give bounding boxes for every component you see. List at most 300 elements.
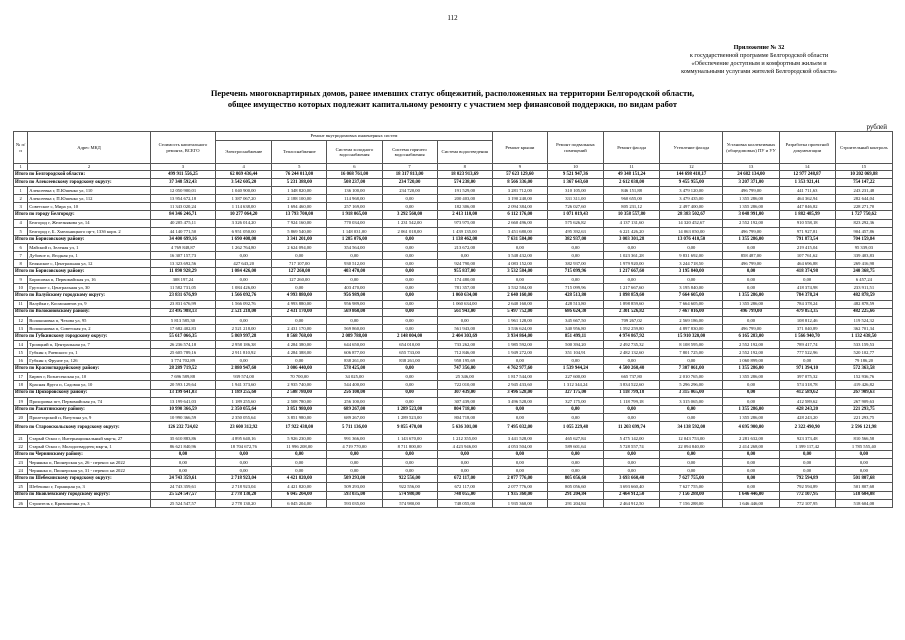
value-cell: 726 027,60 bbox=[547, 203, 603, 211]
value-cell: 4 284 388,00 bbox=[272, 349, 327, 357]
value-cell: 3 496 528,00 bbox=[492, 397, 547, 405]
value-cell: 0,00 bbox=[216, 276, 272, 284]
value-cell: 805 231,12 bbox=[604, 203, 660, 211]
value-cell: 1 189 255,60 bbox=[216, 397, 272, 405]
value-cell: 0,00 bbox=[604, 243, 660, 251]
value-cell: 0,00 bbox=[492, 459, 547, 467]
value-cell: 441 711,63 bbox=[779, 187, 835, 195]
cost-cell: 499 911 556,25 bbox=[150, 171, 215, 179]
value-cell: 1 060 634,00 bbox=[437, 292, 492, 300]
row-number: 13 bbox=[14, 324, 28, 332]
value-cell: 3 496 528,00 bbox=[492, 389, 547, 397]
value-cell: 748 055,00 bbox=[437, 499, 492, 507]
cost-cell: 16 307 157,73 bbox=[150, 251, 215, 259]
value-cell: 0,00 bbox=[272, 451, 327, 459]
value-cell: 3 451 680,00 bbox=[492, 227, 547, 235]
address-cell: Старый Оскол г, Интернациональный мкр-н, 27 bbox=[28, 434, 151, 442]
value-cell: 16 068 761,00 bbox=[327, 171, 382, 179]
repair-table bbox=[13, 131, 893, 508]
header-insulation: Утепление фасада bbox=[660, 132, 723, 164]
value-cell: 520 102,77 bbox=[835, 349, 892, 357]
value-cell: 0,00 bbox=[492, 413, 547, 421]
address-cell: Белгород г, Б. Хмельницкого пр-т, 133б корп. 2 bbox=[28, 227, 151, 235]
value-cell: 2 077 776,00 bbox=[492, 475, 547, 483]
value-cell: 339 403,83 bbox=[835, 251, 892, 259]
value-cell: 1 143 670,00 bbox=[382, 434, 437, 442]
cost-cell: 25 524 547,57 bbox=[150, 491, 215, 499]
value-cell: 76 244 013,00 bbox=[272, 171, 327, 179]
cost-cell: 44 140 771,50 bbox=[150, 227, 215, 235]
value-cell: 397 075,32 bbox=[779, 373, 835, 381]
value-cell: 107 761,62 bbox=[779, 251, 835, 259]
value-cell: 4 053 504,00 bbox=[492, 443, 547, 451]
value-cell: 2 301 526,82 bbox=[604, 308, 660, 316]
value-cell: 200 403,00 bbox=[437, 195, 492, 203]
value-cell: 3 195 840,00 bbox=[660, 284, 723, 292]
table-row bbox=[14, 499, 893, 507]
value-cell: 1 217 667,60 bbox=[604, 284, 660, 292]
value-cell: 2 612 038,00 bbox=[604, 179, 660, 187]
subtotal-row bbox=[14, 292, 893, 300]
table-row bbox=[14, 276, 893, 284]
value-cell: 717 107,00 bbox=[272, 260, 327, 268]
value-cell: 7 801 725,00 bbox=[660, 349, 723, 357]
value-cell: 0,00 bbox=[547, 251, 603, 259]
value-cell: 79 186,20 bbox=[835, 357, 892, 365]
value-cell: 2 552 192,00 bbox=[723, 340, 779, 348]
header-electric: Электроснабжение bbox=[216, 141, 272, 164]
value-cell: 3 479 120,00 bbox=[660, 187, 723, 195]
value-cell: 0,00 bbox=[835, 451, 892, 459]
value-cell: 1 355 286,00 bbox=[723, 203, 779, 211]
value-cell: 569 860,00 bbox=[327, 324, 382, 332]
value-cell: 1 817 544,00 bbox=[492, 373, 547, 381]
value-cell: 0,00 bbox=[216, 316, 272, 324]
appendix-line: коммунальными услугами жителей Белгородской области» bbox=[681, 68, 837, 75]
value-cell: 2 778 130,20 bbox=[216, 491, 272, 499]
value-cell: 0,00 bbox=[272, 467, 327, 475]
value-cell: 5 636 301,00 bbox=[437, 421, 492, 434]
value-cell: 234 720,00 bbox=[382, 179, 437, 187]
value-cell: 1 949 272,00 bbox=[492, 349, 547, 357]
value-cell: 704 159,84 bbox=[835, 235, 892, 243]
value-cell: 1 961 128,00 bbox=[492, 316, 547, 324]
value-cell: 500 394,20 bbox=[547, 340, 603, 348]
value-cell: 2 640 160,00 bbox=[492, 292, 547, 300]
value-cell: 1 355 286,00 bbox=[723, 235, 779, 243]
value-cell: 243 231,48 bbox=[835, 187, 892, 195]
value-cell: 327 175,00 bbox=[547, 389, 603, 397]
cost-cell: 11 582 731,05 bbox=[150, 284, 215, 292]
value-cell: 114 968,00 bbox=[327, 195, 382, 203]
value-cell: 805 056,60 bbox=[547, 483, 603, 491]
appendix-header bbox=[629, 44, 889, 76]
value-cell: 1 212 355,00 bbox=[437, 434, 492, 442]
value-cell: 0,00 bbox=[547, 243, 603, 251]
value-cell: 0,00 bbox=[382, 195, 437, 203]
value-cell: 509 293,00 bbox=[327, 475, 382, 483]
value-cell: 0,00 bbox=[327, 459, 382, 467]
value-cell: 10 202 069,88 bbox=[835, 171, 892, 179]
value-cell: 2 350 055,64 bbox=[216, 413, 272, 421]
subtotal-label: Итого по Белгородской области: bbox=[14, 171, 151, 179]
value-cell: 382 937,00 bbox=[547, 235, 603, 243]
cost-cell: 10 990 366,59 bbox=[150, 413, 215, 421]
value-cell: 5 711 136,00 bbox=[327, 421, 382, 434]
value-cell: 174 480,00 bbox=[437, 276, 492, 284]
value-cell: 2 089 788,00 bbox=[327, 332, 382, 340]
value-cell: 804 718,00 bbox=[437, 405, 492, 413]
value-cell: 1 355 286,00 bbox=[723, 300, 779, 308]
subtotal-label: Итого по Борисовскому району: bbox=[14, 235, 151, 243]
value-cell: 3 532 584,00 bbox=[492, 284, 547, 292]
cost-cell: 13 954 672,18 bbox=[150, 195, 215, 203]
value-cell: 838 261,00 bbox=[382, 357, 437, 365]
table-row bbox=[14, 219, 893, 227]
value-cell: 465 627,84 bbox=[547, 434, 603, 442]
value-cell: 672 117,00 bbox=[437, 475, 492, 483]
value-cell: 17 922 438,00 bbox=[272, 421, 327, 434]
subtotal-row bbox=[14, 451, 893, 459]
value-cell: 182 306,00 bbox=[437, 203, 492, 211]
value-cell: 2 911 810,92 bbox=[216, 349, 272, 357]
value-cell: 1 882 485,99 bbox=[779, 211, 835, 219]
value-cell: 1 084 426,00 bbox=[216, 284, 272, 292]
value-cell: 1 138 462,00 bbox=[437, 235, 492, 243]
row-number: 1 bbox=[14, 187, 28, 195]
value-cell: 2 077 776,00 bbox=[492, 483, 547, 491]
address-cell: Губкин г, Фрунзе ул, 126 bbox=[28, 357, 151, 365]
value-cell: 9 455 955,00 bbox=[660, 179, 723, 187]
value-cell: 956 989,00 bbox=[327, 292, 382, 300]
column-number: 13 bbox=[723, 164, 779, 171]
value-cell: 770 034,00 bbox=[327, 219, 382, 227]
value-cell: 508 237,00 bbox=[327, 179, 382, 187]
value-cell: 18 704 672,76 bbox=[216, 443, 272, 451]
value-cell: 533 159,53 bbox=[835, 340, 892, 348]
value-cell: 8 568 768,00 bbox=[272, 332, 327, 340]
title-line: Перечень многоквартирных домов, ранее имевших статус общежитий, расположенных на территории Белгородской области, bbox=[210, 88, 695, 98]
value-cell: 119 524,32 bbox=[835, 316, 892, 324]
subtotal-label: Итого по Волоконовскому району: bbox=[14, 308, 151, 316]
value-cell: 2 431 170,00 bbox=[272, 308, 327, 316]
value-cell: 10 358 557,80 bbox=[604, 211, 660, 219]
value-cell: 25 346,00 bbox=[437, 373, 492, 381]
value-cell: 18 023 913,69 bbox=[437, 171, 492, 179]
address-cell: Пролетарский п, Ватутина ул, 9 bbox=[28, 413, 151, 421]
cost-cell: 0,00 bbox=[150, 467, 215, 475]
cost-cell: 3 774 702,89 bbox=[150, 357, 215, 365]
header-address: Адрес МКД bbox=[28, 132, 151, 164]
subtotal-row bbox=[14, 389, 893, 397]
value-cell: 0,00 bbox=[382, 292, 437, 300]
value-cell: 0,00 bbox=[723, 284, 779, 292]
cost-cell: 0,00 bbox=[150, 451, 215, 459]
subtotal-row bbox=[14, 235, 893, 243]
value-cell: 144 698 410,17 bbox=[660, 171, 723, 179]
value-cell: 1 941 373,60 bbox=[216, 381, 272, 389]
value-cell: 7 627 755,00 bbox=[660, 483, 723, 491]
value-cell: 2 945 433,60 bbox=[492, 381, 547, 389]
value-cell: 0,00 bbox=[437, 316, 492, 324]
value-cell: 2 596 121,98 bbox=[835, 421, 892, 434]
table-row bbox=[14, 260, 893, 268]
value-cell: 496 799,00 bbox=[723, 260, 779, 268]
value-cell: 7 495 032,00 bbox=[492, 421, 547, 434]
subtotal-label: Итого по Борисовскому району: bbox=[14, 268, 151, 276]
value-cell: 3 834 522,60 bbox=[604, 381, 660, 389]
value-cell: 4 895 640,16 bbox=[216, 434, 272, 442]
value-cell: 127 260,00 bbox=[272, 268, 327, 276]
value-cell: 257 169,00 bbox=[327, 203, 382, 211]
value-cell: 3 693 660,40 bbox=[604, 483, 660, 491]
cost-cell: 308 197,24 bbox=[150, 276, 215, 284]
value-cell: 574 980,00 bbox=[382, 499, 437, 507]
value-cell: 219 415,04 bbox=[779, 243, 835, 251]
value-cell: 256 100,00 bbox=[327, 397, 382, 405]
value-cell: 0,00 bbox=[382, 381, 437, 389]
value-cell: 482 878,59 bbox=[835, 300, 892, 308]
row-number: 19 bbox=[14, 397, 28, 405]
value-cell: 3 693 660,40 bbox=[604, 475, 660, 483]
cost-cell: 5 813 585,30 bbox=[150, 316, 215, 324]
address-cell: Дубовое п, Ягодная ул, 1 bbox=[28, 251, 151, 259]
value-cell: 4 423 946,00 bbox=[437, 443, 492, 451]
value-cell: 152 936,76 bbox=[835, 373, 892, 381]
value-cell: 0,00 bbox=[216, 251, 272, 259]
address-cell: Чернянка п, Пионерская ул, 26 - перенос на 2022 bbox=[28, 459, 151, 467]
cost-cell: 26 236 574,18 bbox=[150, 340, 215, 348]
value-cell: 496 799,00 bbox=[723, 227, 779, 235]
value-cell: 1 355 286,00 bbox=[723, 405, 779, 413]
value-cell: 0,00 bbox=[660, 243, 723, 251]
value-cell: 4 993 880,00 bbox=[272, 292, 327, 300]
value-cell: 561 943,00 bbox=[437, 324, 492, 332]
value-cell: 3 292 560,00 bbox=[382, 211, 437, 219]
value-cell: 0,00 bbox=[492, 357, 547, 365]
value-cell: 0,00 bbox=[779, 276, 835, 284]
subtotal-label: Итого по Старооскольскому городскому округу: bbox=[14, 421, 151, 434]
value-cell: 2 521 218,00 bbox=[216, 324, 272, 332]
value-cell: 0,00 bbox=[779, 459, 835, 467]
value-cell: 0,00 bbox=[492, 405, 547, 413]
row-number: 2 bbox=[14, 195, 28, 203]
value-cell: 0,00 bbox=[492, 243, 547, 251]
row-number: 12 bbox=[14, 316, 28, 324]
value-cell: 7 627 755,00 bbox=[660, 475, 723, 483]
value-cell: 0,00 bbox=[723, 467, 779, 475]
cost-cell: 10 990 366,59 bbox=[150, 405, 215, 413]
value-cell: 1 355 286,00 bbox=[723, 292, 779, 300]
row-number: 25 bbox=[14, 483, 28, 491]
address-cell: Шебекино г, Горняцкая ул, 3 bbox=[28, 483, 151, 491]
value-cell: 2 624 094,00 bbox=[272, 243, 327, 251]
value-cell: 1 566 092,76 bbox=[216, 300, 272, 308]
subtotal-row bbox=[14, 491, 893, 499]
value-cell: 2 640 160,00 bbox=[492, 300, 547, 308]
value-cell: 0,00 bbox=[382, 203, 437, 211]
value-cell: 0,00 bbox=[327, 467, 382, 475]
subtotal-row bbox=[14, 332, 893, 340]
address-cell: Строитель г, Кривошеина ул, 3 bbox=[28, 499, 151, 507]
subtotal-label: Итого по Чернянскому району: bbox=[14, 451, 151, 459]
value-cell: 689 267,00 bbox=[327, 405, 382, 413]
value-cell: 403 470,00 bbox=[327, 284, 382, 292]
value-cell: 1 312 344,24 bbox=[547, 381, 603, 389]
address-cell: Белянское с, Центральная ул, 12 bbox=[28, 260, 151, 268]
value-cell: 804 718,00 bbox=[437, 413, 492, 421]
value-cell: 0,00 bbox=[547, 405, 603, 413]
address-cell: Борисовка п, Первомайская ул, 16 bbox=[28, 276, 151, 284]
value-cell: 2 413 110,00 bbox=[437, 211, 492, 219]
value-cell: 3 341 201,00 bbox=[272, 235, 327, 243]
value-cell: 748 055,00 bbox=[437, 491, 492, 499]
value-cell: 0,00 bbox=[660, 405, 723, 413]
value-cell: 70 700,00 bbox=[272, 373, 327, 381]
value-cell: 382 937,00 bbox=[547, 260, 603, 268]
value-cell: 136 100,00 bbox=[327, 187, 382, 195]
value-cell: 482 225,66 bbox=[835, 308, 892, 316]
appendix-line: к государственной программе Белгородской области bbox=[689, 52, 829, 59]
value-cell: 22 094 840,00 bbox=[660, 443, 723, 451]
value-cell: 0,00 bbox=[382, 284, 437, 292]
address-cell: Валуйки г, Космонавтов ул, 9 bbox=[28, 300, 151, 308]
value-cell: 0,00 bbox=[547, 451, 603, 459]
address-cell: Прохоровка пгт, Первомайская ул, 74 bbox=[28, 397, 151, 405]
table-row bbox=[14, 434, 893, 442]
value-cell: 24 682 134,00 bbox=[723, 171, 779, 179]
subtotal-row bbox=[14, 211, 893, 219]
value-cell: 3 441 528,00 bbox=[492, 434, 547, 442]
value-cell: 419 426,82 bbox=[835, 381, 892, 389]
value-cell: 234 720,00 bbox=[382, 187, 437, 195]
table-row bbox=[14, 284, 893, 292]
subtotal-row bbox=[14, 171, 893, 179]
address-cell: Чернянка п, Пионерская ул, 31 - перенос на 2022 bbox=[28, 467, 151, 475]
table-row bbox=[14, 227, 893, 235]
value-cell: 846 151,88 bbox=[604, 187, 660, 195]
row-number: 7 bbox=[14, 251, 28, 259]
value-cell: 3 315 065,00 bbox=[660, 397, 723, 405]
value-cell: 593 035,00 bbox=[327, 499, 382, 507]
cost-cell: 24 743 359,61 bbox=[150, 475, 215, 483]
value-cell: 1 118 799,18 bbox=[604, 397, 660, 405]
value-cell: 0,00 bbox=[382, 235, 437, 243]
value-cell: 2 350 055,64 bbox=[216, 405, 272, 413]
header-roof: Ремонт крыши bbox=[492, 132, 547, 164]
cost-cell: 0,00 bbox=[150, 459, 215, 467]
value-cell: 0,00 bbox=[547, 459, 603, 467]
value-cell: 654 010,00 bbox=[382, 340, 437, 348]
row-number: 14 bbox=[14, 340, 28, 348]
value-cell: 9 521 947,36 bbox=[547, 171, 603, 179]
address-cell: Алексеевка г, П.Юшенко ул, 110 bbox=[28, 187, 151, 195]
value-cell: 0,00 bbox=[723, 243, 779, 251]
value-cell: 427 643,20 bbox=[216, 260, 272, 268]
value-cell: 0,00 bbox=[723, 459, 779, 467]
value-cell: 0,00 bbox=[779, 451, 835, 459]
value-cell: 858 487,00 bbox=[723, 251, 779, 259]
value-cell: 574 318,78 bbox=[779, 381, 835, 389]
value-cell: 412 589,62 bbox=[779, 397, 835, 405]
value-cell: 0,00 bbox=[216, 451, 272, 459]
value-cell: 428 513,80 bbox=[547, 300, 603, 308]
value-cell: 1 084 426,00 bbox=[216, 268, 272, 276]
value-cell: 3 479 435,00 bbox=[660, 195, 723, 203]
value-cell: 0,00 bbox=[382, 324, 437, 332]
value-cell: 0,00 bbox=[272, 357, 327, 365]
value-cell: 428 243,20 bbox=[779, 405, 835, 413]
value-cell: 0,00 bbox=[437, 251, 492, 259]
column-number: 5 bbox=[272, 164, 327, 171]
cost-cell: 40 205 475,11 bbox=[150, 219, 215, 227]
value-cell: 0,00 bbox=[382, 251, 437, 259]
row-number: 9 bbox=[14, 276, 28, 284]
cost-cell: 23 495 988,13 bbox=[150, 308, 215, 316]
row-number: 20 bbox=[14, 413, 28, 421]
table-header bbox=[14, 132, 893, 171]
value-cell: 0,00 bbox=[604, 451, 660, 459]
value-cell: 3 006 440,00 bbox=[272, 365, 327, 373]
cost-cell: 84 346 246,71 bbox=[150, 211, 215, 219]
value-cell: 1 785 555,40 bbox=[835, 443, 892, 451]
value-cell: 310 105,00 bbox=[547, 187, 603, 195]
value-cell: 291 204,84 bbox=[547, 491, 603, 499]
cost-cell: 23 831 676,99 bbox=[150, 300, 215, 308]
value-cell: 772 107,95 bbox=[779, 491, 835, 499]
value-cell: 0,00 bbox=[382, 467, 437, 475]
value-cell: 3 542 605,20 bbox=[216, 179, 272, 187]
cost-cell: 11 890 928,29 bbox=[150, 268, 215, 276]
row-number: 10 bbox=[14, 284, 28, 292]
row-number: 3 bbox=[14, 203, 28, 211]
value-cell: 496 799,00 bbox=[723, 324, 779, 332]
value-cell: 2 569 186,00 bbox=[660, 316, 723, 324]
value-cell: 0,00 bbox=[272, 316, 327, 324]
subtotal-label: Итого по Ракитянскому району: bbox=[14, 405, 151, 413]
value-cell: 307 439,00 bbox=[437, 389, 492, 397]
cost-cell: 28 289 719,52 bbox=[150, 365, 215, 373]
value-cell: 792 594,89 bbox=[779, 483, 835, 491]
value-cell: 1 439 135,00 bbox=[437, 227, 492, 235]
value-cell: 482 878,59 bbox=[835, 292, 892, 300]
cost-cell: 24 743 359,61 bbox=[150, 483, 215, 491]
value-cell: 689 267,00 bbox=[327, 413, 382, 421]
address-cell: Волоконовка п, Чехова ул, 95 bbox=[28, 316, 151, 324]
value-cell: 464 696,88 bbox=[779, 260, 835, 268]
value-cell: 34 138 592,00 bbox=[660, 421, 723, 434]
value-cell: 709 267,02 bbox=[604, 316, 660, 324]
value-cell: 1 189 255,60 bbox=[216, 389, 272, 397]
value-cell: 0,00 bbox=[272, 284, 327, 292]
value-cell: 1 060 899,00 bbox=[723, 357, 779, 365]
value-cell: 0,00 bbox=[660, 276, 723, 284]
value-cell: 0,00 bbox=[327, 316, 382, 324]
value-cell: 0,00 bbox=[604, 413, 660, 421]
value-cell: 0,00 bbox=[723, 381, 779, 389]
value-cell: 7 664 605,00 bbox=[660, 292, 723, 300]
value-cell: 1 355 286,00 bbox=[723, 365, 779, 373]
value-cell: 4 993 880,00 bbox=[272, 300, 327, 308]
value-cell: 4 897 830,00 bbox=[660, 324, 723, 332]
value-cell: 1 387 067,20 bbox=[216, 195, 272, 203]
value-cell: 1 055 229,48 bbox=[547, 421, 603, 434]
value-cell: 0,00 bbox=[216, 357, 272, 365]
value-cell: 0,00 bbox=[604, 459, 660, 467]
value-cell: 12 977 248,87 bbox=[779, 171, 835, 179]
cost-cell: 11 343 020,24 bbox=[150, 203, 215, 211]
value-cell: 5 926 230,00 bbox=[272, 434, 327, 442]
